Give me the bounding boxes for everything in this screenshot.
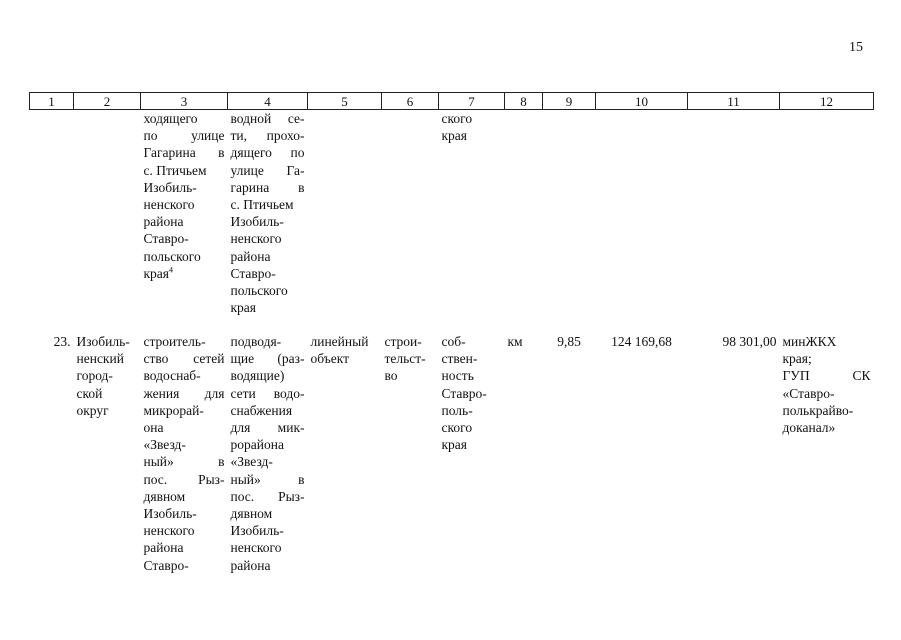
cell-line: ный» в	[143, 454, 225, 470]
cell-line: Ставро-	[143, 557, 189, 573]
header-row	[30, 93, 874, 110]
table-cell	[382, 110, 439, 325]
cell-line: пос. Рыз-	[230, 488, 305, 504]
cell-line: ный» в	[230, 471, 305, 487]
header-cell: 2	[74, 93, 141, 110]
cell-line: Изобиль-	[76, 334, 130, 349]
cell-line: пос. Рыз-	[143, 471, 225, 487]
cell-line: «Ставро-	[782, 385, 835, 401]
cell-line: микрорай-	[143, 402, 204, 418]
table-cell	[30, 110, 74, 325]
cell-line: соб-	[441, 334, 466, 349]
cell-line: объект	[310, 351, 350, 367]
cell-line: ходящего	[143, 111, 198, 126]
cell-line: ского	[441, 420, 473, 436]
cell-line: ство сетей	[143, 351, 225, 367]
table-cell-object-name	[141, 110, 228, 325]
cell-line: линейный	[310, 334, 369, 349]
cell-line: она	[143, 420, 164, 436]
cell-line: «Звезд-	[143, 437, 186, 453]
cell-line-text: края	[143, 265, 170, 281]
cell-line: района	[143, 540, 184, 556]
cell-line: во	[384, 368, 398, 384]
cell-line: сети водо-	[230, 385, 305, 401]
table-cell	[74, 110, 141, 325]
cell-line: ненского	[143, 197, 195, 213]
cell-line: подводя-	[230, 334, 282, 349]
cell-line: ской	[76, 385, 103, 401]
cell-line: Ставро-	[143, 231, 189, 247]
cell-line: ского	[441, 111, 473, 126]
header-cell: 9	[543, 93, 596, 110]
cell-line: Ставро-	[230, 265, 276, 281]
cell-line: района	[230, 248, 271, 264]
table-cell	[505, 110, 543, 325]
table-cell-municipality	[74, 324, 141, 574]
cell-line: дявном	[143, 488, 186, 504]
cell-line: жения для	[143, 385, 225, 401]
cell-line: края;	[782, 351, 812, 367]
cell-line	[144, 265, 225, 282]
cell-line: края	[441, 437, 468, 453]
header-cell: 6	[382, 93, 439, 110]
cell-line: гарина в	[230, 179, 305, 195]
table-cell	[780, 110, 874, 325]
cell-line: района	[143, 214, 184, 230]
cell-line: минЖКХ	[782, 334, 837, 349]
cell-line: рорайона	[230, 437, 284, 453]
cell-line: ненского	[230, 540, 282, 556]
table-cell-unit: км	[507, 334, 523, 349]
table-cell-responsible	[780, 324, 874, 574]
table-cell-ownership	[439, 110, 505, 325]
cell-line: Изобиль-	[143, 506, 197, 522]
table-row	[30, 110, 874, 325]
table-cell-work-type	[382, 324, 439, 574]
header-cell: 8	[505, 93, 543, 110]
table-cell	[308, 110, 382, 325]
cell-line: ность	[441, 368, 474, 384]
cell-line: края	[230, 300, 257, 316]
cell-line: тельст-	[384, 351, 426, 367]
cell-line: водящие)	[230, 368, 285, 384]
table-cell-budget: 98 301,00	[722, 334, 777, 349]
footnote-mark: 4	[169, 265, 174, 275]
cell-line: для мик-	[230, 420, 305, 436]
cell-line: Изобиль-	[230, 523, 284, 539]
cell-line: округ	[76, 402, 109, 418]
cell-line: польского	[143, 248, 201, 264]
cell-line: полькрайво-	[782, 402, 854, 418]
cell-line: района	[230, 557, 271, 573]
cell-line: поль-	[441, 402, 473, 418]
header-cell: 11	[688, 93, 780, 110]
cell-line: водной се-	[230, 111, 305, 126]
cell-line: дящего по	[230, 145, 305, 161]
cell-line: водоснаб-	[143, 368, 201, 384]
cell-line: город-	[76, 368, 113, 384]
table-cell-object-description	[228, 110, 308, 325]
table-cell-object-description	[228, 324, 308, 574]
data-table	[29, 92, 874, 574]
table-cell-total-cost: 124 169,68	[611, 334, 672, 349]
cell-line: с. Птичьем	[230, 197, 294, 213]
table-cell	[596, 110, 688, 325]
cell-line: доканал»	[782, 420, 836, 436]
cell-line: Ставро-	[441, 385, 487, 401]
table-cell	[688, 110, 780, 325]
header-cell: 12	[780, 93, 874, 110]
header-cell: 7	[439, 93, 505, 110]
cell-line: польского	[230, 283, 288, 299]
header-cell: 10	[596, 93, 688, 110]
header-cell: 5	[308, 93, 382, 110]
table-cell-object-name	[141, 324, 228, 574]
header-cell: 1	[30, 93, 74, 110]
cell-line: снабжения	[230, 402, 293, 418]
cell-line: щие (раз-	[230, 351, 305, 367]
page-number: 15	[849, 40, 863, 55]
cell-line: ствен-	[441, 351, 478, 367]
cell-line: строи-	[384, 334, 422, 349]
cell-line: по улице	[143, 128, 225, 144]
cell-line: ненского	[143, 523, 195, 539]
cell-line: ненского	[230, 231, 282, 247]
header-cell: 3	[141, 93, 228, 110]
cell-line: дявном	[230, 506, 273, 522]
cell-line: улице Га-	[230, 162, 305, 178]
cell-line: Изобиль-	[143, 179, 197, 195]
cell-line: с. Птичьем	[143, 162, 207, 178]
header-cell: 4	[228, 93, 308, 110]
cell-line: ти, прохо-	[230, 128, 305, 144]
cell-line: края	[441, 128, 468, 144]
cell-line: Гагарина в	[143, 145, 225, 161]
cell-line: «Звезд-	[230, 454, 273, 470]
cell-line: ненский	[76, 351, 124, 367]
cell-line: строитель-	[143, 334, 206, 349]
table-row	[30, 324, 874, 574]
cell-line: Изобиль-	[230, 214, 284, 230]
table-cell	[543, 110, 596, 325]
table-cell-object-type	[308, 324, 382, 574]
table-cell-capacity: 9,85	[557, 334, 581, 349]
table-cell-ownership	[439, 324, 505, 574]
cell-line: ГУП СК	[782, 368, 871, 384]
table-cell-row-number: 23.	[53, 334, 71, 349]
